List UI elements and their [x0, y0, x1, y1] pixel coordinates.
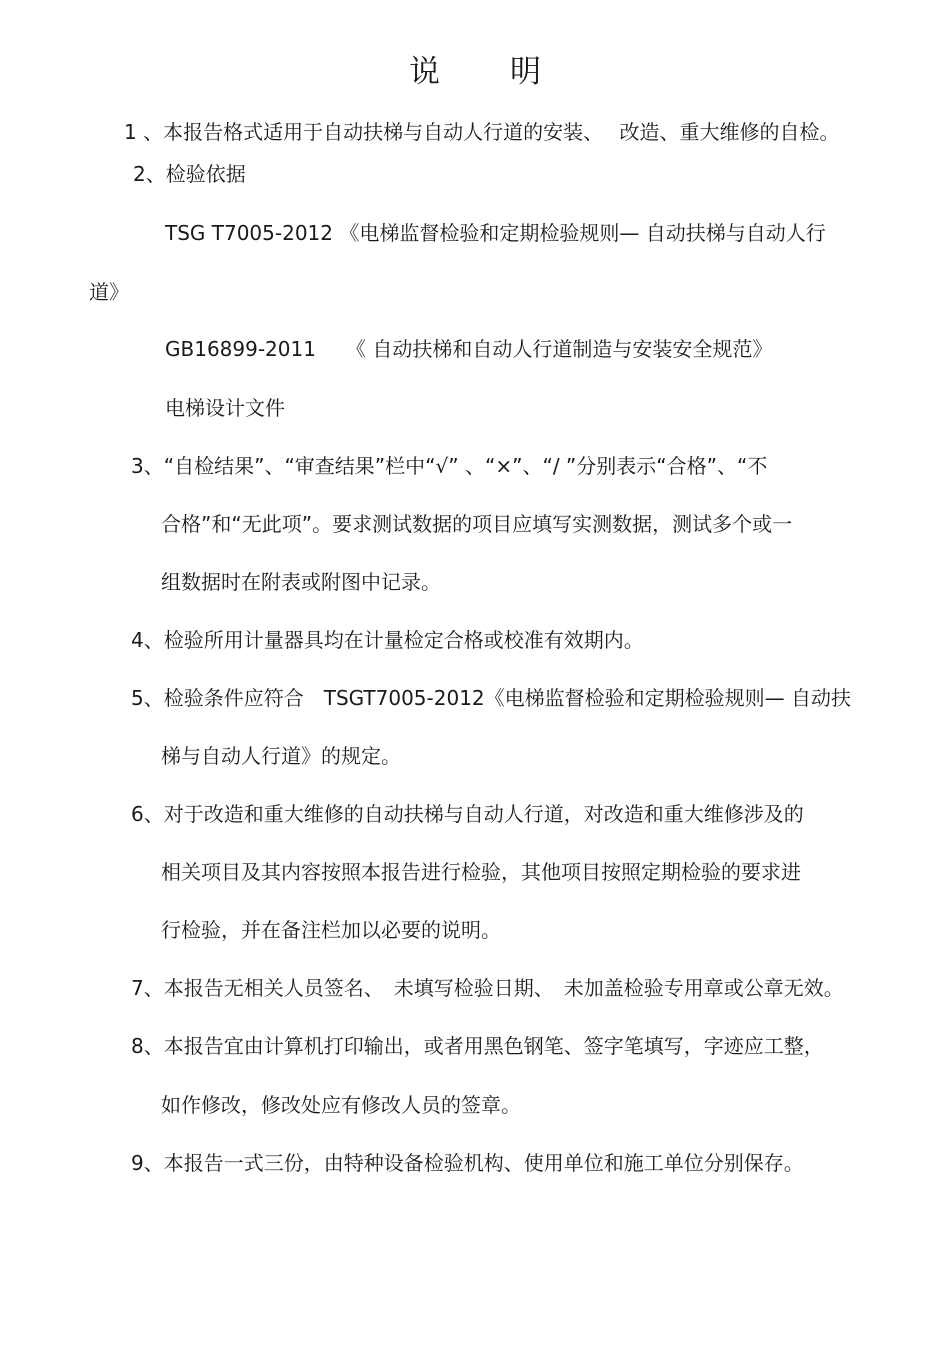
item-6-line-cont-2: 行检验，并在备注栏加以必要的说明。 — [161, 918, 501, 942]
item-6-line-cont-1: 相关项目及其内容按照本报告进行检验，其他项目按照定期检验的要求进 — [161, 860, 801, 884]
item-1-line: 1 、本报告格式适用于自动扶梯与自动人行道的安装、 改造、重大维修的自检。 — [124, 120, 840, 144]
item-2-line: 2、检验依据 — [133, 162, 246, 186]
document-title: 说明 — [409, 54, 611, 90]
item-3-line-cont-1: 合格”和“无此项”。要求测试数据的项目应填写实测数据，测试多个或一 — [161, 512, 793, 536]
item-6-line: 6、对于改造和重大维修的自动扶梯与自动人行道，对改造和重大维修涉及的 — [131, 802, 804, 826]
item-8-line-cont: 如作修改，修改处应有修改人员的签章。 — [161, 1093, 521, 1117]
item-5-line: 5、检验条件应符合 TSGT7005-2012《电梯监督检验和定期检验规则— 自动扶 — [131, 686, 852, 710]
item-8-line: 8、本报告宜由计算机打印输出，或者用黑色钢笔、签字笔填写，字迹应工整， — [131, 1034, 824, 1058]
basis-tsg-line: TSG T7005-2012 《电梯监督检验和定期检验规则— 自动扶梯与自动人行 — [165, 221, 826, 245]
item-5-line-cont: 梯与自动人行道》的规定。 — [161, 744, 401, 768]
item-9-line: 9、本报告一式三份，由特种设备检验机构、使用单位和施工单位分别保存。 — [131, 1151, 804, 1175]
basis-gb-line: GB16899-2011 《 自动扶梯和自动人行道制造与安装安全规范》 — [165, 337, 773, 361]
basis-design-docs-line: 电梯设计文件 — [165, 396, 285, 420]
item-7-line: 7、本报告无相关人员签名、 未填写检验日期、 未加盖检验专用章或公章无效。 — [131, 976, 844, 1000]
item-3-line: 3、“自检结果”、“审查结果”栏中“√” 、“×”、“/ ”分别表示“合格”、“不 — [131, 454, 768, 478]
item-4-line: 4、检验所用计量器具均在计量检定合格或校准有效期内。 — [131, 628, 644, 652]
item-3-line-cont-2: 组数据时在附表或附图中记录。 — [161, 570, 441, 594]
basis-tsg-line-cont: 道》 — [89, 280, 129, 304]
